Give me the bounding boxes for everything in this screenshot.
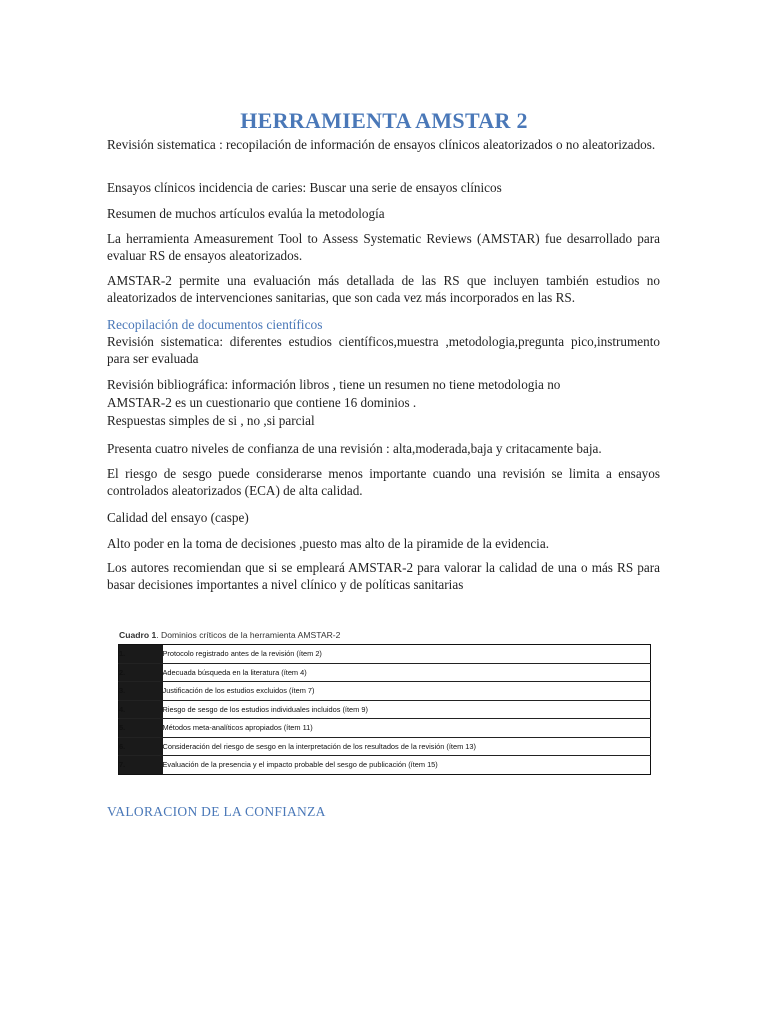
paragraph-amstar2-evaluacion: AMSTAR-2 permite una evaluación más detallada de las RS que incluyen también estudios no aleatorizados de intervenciones sanitarias, que son cada vez más incorporados en las RS.	[107, 273, 660, 305]
paragraph-resumen: Resumen de muchos artículos evalúa la metodología	[107, 206, 385, 221]
subheading-recopilacion: Recopilación de documentos científicos	[107, 317, 323, 332]
row-number: 1.	[119, 645, 163, 664]
row-text: Adecuada búsqueda en la literatura (ítem 4)	[163, 663, 651, 682]
table-row	[119, 682, 651, 701]
table-row	[119, 719, 651, 738]
paragraph-amstar2-dominios: AMSTAR-2 es un cuestionario que contiene 16 dominios .	[107, 395, 417, 410]
figure-caption-label: Cuadro 1	[119, 630, 157, 640]
table-row	[119, 737, 651, 756]
figure-caption-text: . Dominios críticos de la herramienta AMSTAR-2	[156, 630, 341, 640]
figure-caption	[119, 630, 653, 640]
paragraph-calidad-ensayo: Calidad del ensayo (caspe)	[107, 510, 249, 525]
table-row	[119, 756, 651, 775]
row-text: Métodos meta-analíticos apropiados (ítem 11)	[163, 719, 651, 738]
row-text: Evaluación de la presencia y el impacto probable del sesgo de publicación (ítem 15)	[162, 760, 438, 770]
table-row	[119, 663, 651, 682]
paragraph-alto-poder: Alto poder en la toma de decisiones ,puesto mas alto de la piramide de la evidencia.	[107, 536, 550, 551]
row-text: Protocolo registrado antes de la revisión (ítem 2)	[163, 645, 651, 664]
figure-dominios-criticos	[118, 630, 653, 775]
paragraph-autores-recomiendan: Los autores recomiendan que si se empleará AMSTAR-2 para valorar la calidad de una o más RS para basar decisiones importantes a nivel clínico y de políticas sanitarias	[107, 560, 660, 592]
document-title: HERRAMIENTA AMSTAR 2	[240, 108, 528, 133]
section-heading-valoracion: VALORACION DE LA CONFIANZA	[107, 804, 326, 819]
row-number: 7.	[119, 756, 163, 775]
row-text: Justificación de los estudios excluidos (ítem 7)	[163, 682, 651, 701]
paragraph-niveles-confianza: Presenta cuatro niveles de confianza de una revisión : alta,moderada,baja y critacamente baja.	[107, 441, 602, 456]
paragraph-revision-sistematica: Revisión sistematica : recopilación de información de ensayos clínicos aleatorizados o no aleatorizados.	[107, 137, 656, 152]
paragraph-ensayos-clinicos: Ensayos clínicos incidencia de caries: Buscar una serie de ensayos clínicos	[107, 180, 502, 195]
paragraph-revision-bibliografica: Revisión bibliográfica: información libros , tiene un resumen no tiene metodologia no	[107, 377, 561, 392]
row-number: 6.	[119, 737, 163, 756]
table-row	[119, 700, 651, 719]
table-row	[119, 645, 651, 664]
row-text: Riesgo de sesgo de los estudios individuales incluidos (ítem 9)	[163, 700, 651, 719]
row-number: 5.	[119, 719, 163, 738]
paragraph-respuestas: Respuestas simples de si , no ,si parcial	[107, 413, 315, 428]
paragraph-herramienta-amstar: La herramienta Ameasurement Tool to Assess Systematic Reviews (AMSTAR) fue desarrollado para evaluar RS de ensayos aleatorizados.	[107, 231, 660, 263]
row-number: 2.	[119, 663, 163, 682]
row-text: Consideración del riesgo de sesgo en la interpretación de los resultados de la revisión (ítem 13)	[163, 737, 651, 756]
row-number: 4.	[119, 700, 163, 719]
paragraph-riesgo-sesgo: El riesgo de sesgo puede considerarse menos importante cuando una revisión se limita a ensayos controlados aleatorizados (ECA) de alta calidad.	[107, 466, 660, 498]
dominios-table	[118, 644, 651, 775]
paragraph-revision-sistematica-detalle: Revisión sistematica: diferentes estudios científicos,muestra ,metodologia,pregunta pico,instrumento para ser evaluada	[107, 334, 660, 366]
row-number: 3.	[119, 682, 163, 701]
